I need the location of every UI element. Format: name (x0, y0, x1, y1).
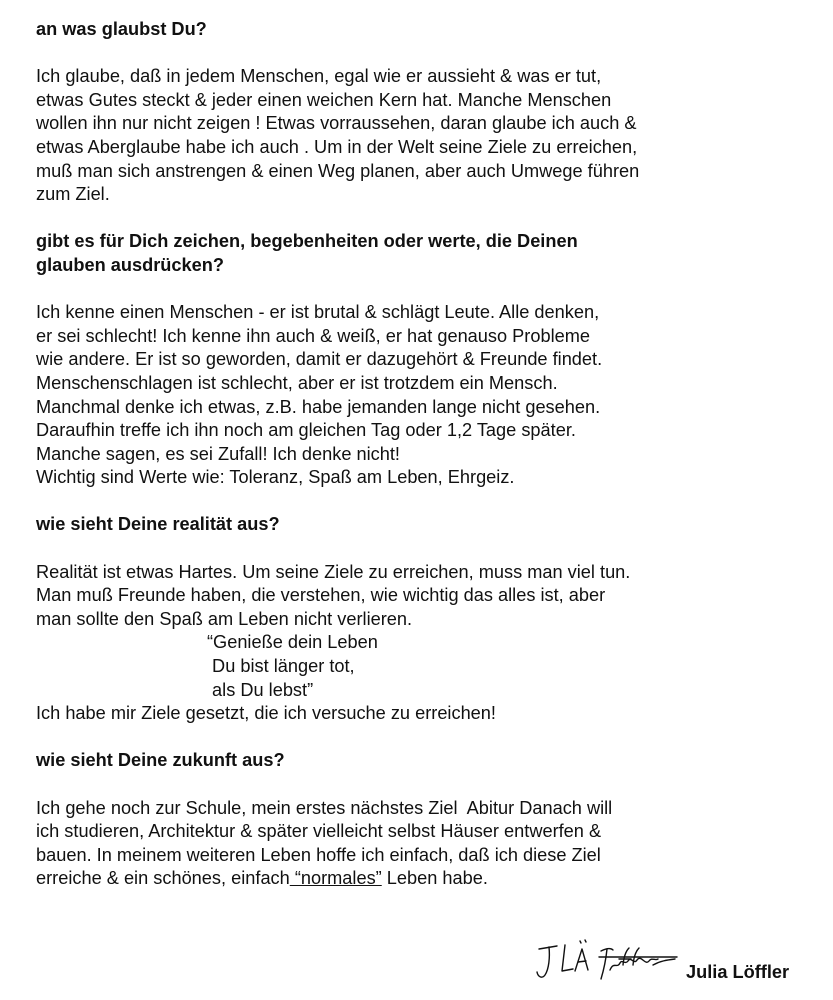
answer-line: wollen ihn nur nicht zeigen ! Etwas vorraussehen, daran glaube ich auch & (36, 113, 637, 134)
answer-line: Man muß Freunde haben, die verstehen, wie wichtig das alles ist, aber (36, 585, 606, 606)
interview-page (36, 18, 816, 891)
question-line: gibt es für Dich zeichen, begebenheiten oder werte, die Deinen (36, 231, 578, 252)
answer-line: zum Ziel. (36, 184, 110, 205)
question-signs-values (36, 230, 816, 277)
answer-line: Realität ist etwas Hartes. Um seine Ziele zu erreichen, muss man viel tun. (36, 561, 631, 582)
answer-last-line (36, 867, 816, 891)
answer-line: wie andere. Er ist so geworden, damit er dazugehört & Freunde findet. (36, 349, 603, 370)
answer-line: etwas Aberglaube habe ich auch . Um in der Welt seine Ziele zu erreichen, (36, 136, 638, 157)
question-belief (36, 18, 816, 42)
quote-line: Du bist länger tot, (207, 656, 355, 677)
answer-line: er sei schlecht! Ich kenne ihn auch & weiß, er hat genauso Probleme (36, 325, 591, 346)
answer-signs-values (36, 301, 816, 490)
answer-line: Manche sagen, es sei Zufall! Ich denke nicht! (36, 443, 400, 464)
underlined-word: “normales” (289, 868, 382, 889)
answer-line: man sollte den Spaß am Leben nicht verlieren. (36, 608, 413, 629)
answer-belief (36, 65, 816, 207)
question-line: glauben ausdrücken? (36, 254, 224, 275)
answer-line: Manchmal denke ich etwas, z.B. habe jemanden lange nicht gesehen. (36, 396, 601, 417)
answer-text: erreiche & ein schönes, einfach (36, 868, 290, 889)
answer-line: etwas Gutes steckt & jeder einen weichen Kern hat. Manche Menschen (36, 89, 612, 110)
answer-line: ich studieren, Architektur & später vielleicht selbst Häuser entwerfen & (36, 821, 602, 842)
answer-text: Leben habe. (381, 868, 488, 889)
answer-line: Ich glaube, daß in jedem Menschen, egal wie er aussieht & was er tut, (36, 66, 602, 87)
answer-line: muß man sich anstrengen & einen Weg planen, aber auch Umwege führen (36, 160, 640, 181)
answer-line: Ich gehe noch zur Schule, mein erstes nächstes Ziel Abitur Danach will (36, 797, 613, 818)
answer-line: bauen. In meinem weiteren Leben hoffe ich einfach, daß ich diese Ziel (36, 844, 601, 865)
question-line: an was glaubst Du? (36, 19, 207, 39)
quote-line: als Du lebst” (207, 679, 314, 700)
question-line: wie sieht Deine zukunft aus? (36, 750, 285, 771)
answer-future (36, 797, 816, 891)
quote-line: “Genieße dein Leben (207, 632, 378, 653)
answer-line: Wichtig sind Werte wie: Toleranz, Spaß am Leben, Ehrgeiz. (36, 467, 515, 488)
handwritten-signature (535, 935, 685, 985)
answer-line: Ich habe mir Ziele gesetzt, die ich versuche zu erreichen! (36, 703, 496, 724)
answer-line: Ich kenne einen Menschen - er ist brutal & schlägt Leute. Alle denken, (36, 302, 600, 323)
signature-block (535, 935, 825, 985)
question-future (36, 749, 816, 773)
printed-name: Julia Löffler (686, 962, 790, 982)
answer-reality (36, 561, 816, 726)
question-line: wie sieht Deine realität aus? (36, 514, 280, 535)
answer-line: Menschenschlagen ist schlecht, aber er ist trotzdem ein Mensch. (36, 372, 558, 393)
question-reality (36, 513, 816, 537)
answer-line: Daraufhin treffe ich ihn noch am gleichen Tag oder 1,2 Tage später. (36, 420, 576, 441)
